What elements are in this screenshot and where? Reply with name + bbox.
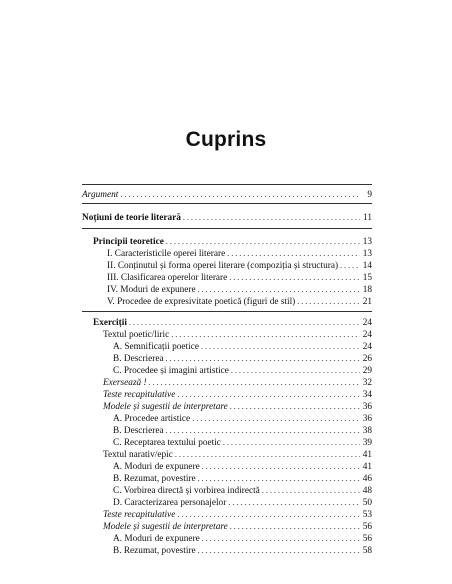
toc-entry-label: IV. Moduri de expunere xyxy=(107,285,196,295)
toc-entry-label: Teste recapitulative xyxy=(103,510,176,520)
toc-entry-page: 41 xyxy=(362,450,372,460)
toc-entry-page: 21 xyxy=(362,297,372,307)
toc-entry-label: Noțiuni de teorie literară xyxy=(82,213,181,223)
toc-entry[interactable] xyxy=(103,521,372,533)
leader-dots xyxy=(297,296,360,307)
toc-entry[interactable] xyxy=(113,533,372,545)
toc-entry-page: 14 xyxy=(362,261,372,271)
toc-entry-label: Textul poetic/liric xyxy=(103,330,170,340)
leader-dots xyxy=(177,509,360,520)
leader-dots xyxy=(177,389,360,400)
leader-dots xyxy=(129,317,360,328)
toc-entry-page: 13 xyxy=(362,249,372,259)
leader-dots xyxy=(166,425,360,436)
leader-dots xyxy=(198,545,360,556)
toc-entry-label: Modele și sugestii de interpretare xyxy=(103,402,228,412)
toc-entry-label: B. Descrierea xyxy=(113,354,164,364)
toc-entry-argument[interactable] xyxy=(82,189,372,201)
toc-entry-page: 15 xyxy=(362,273,372,283)
toc-entry-label: B. Rezumat, povestire xyxy=(113,546,196,556)
toc-entry-page: 29 xyxy=(362,366,372,376)
toc-entry[interactable] xyxy=(113,485,372,497)
toc-entry-exercitii[interactable] xyxy=(93,317,372,329)
leader-dots xyxy=(201,341,360,352)
toc-entry-page: 41 xyxy=(362,462,372,472)
toc-entry-page: 53 xyxy=(362,510,372,520)
toc-entry-label: C. Procedee și imagini artistice xyxy=(113,366,229,376)
toc-entry-page: 18 xyxy=(362,285,372,295)
toc-entry[interactable] xyxy=(107,284,372,296)
leader-dots xyxy=(227,248,360,259)
leader-dots xyxy=(223,437,360,448)
toc-entry-page: 36 xyxy=(362,402,372,412)
toc-entry-page: 24 xyxy=(362,318,372,328)
toc-entry-page: 34 xyxy=(362,390,372,400)
toc-entry-label: Textul narativ/epic xyxy=(103,450,173,460)
toc-entry-page: 46 xyxy=(362,474,372,484)
leader-dots xyxy=(340,260,360,271)
toc-entry-label: III. Clasificarea operelor literare xyxy=(107,273,228,283)
leader-dots xyxy=(231,365,360,376)
toc-entry[interactable] xyxy=(113,425,372,437)
toc-entry-label: C. Vorbirea directă și vorbirea indirectă xyxy=(113,486,260,496)
toc-entry[interactable] xyxy=(103,401,372,413)
leader-dots xyxy=(229,272,360,283)
toc-entry-page: 24 xyxy=(362,342,372,352)
toc-entry[interactable] xyxy=(107,248,372,260)
toc-entry-page: 58 xyxy=(362,546,372,556)
leader-dots xyxy=(183,212,360,223)
toc-entry-label: Teste recapitulative xyxy=(103,390,176,400)
leader-dots xyxy=(228,497,360,508)
toc-entry-label: Exerciții xyxy=(93,318,127,328)
toc-entry-page: 32 xyxy=(362,378,372,388)
toc-entry[interactable] xyxy=(107,260,372,272)
toc-entry-label: C. Receptarea textului poetic xyxy=(113,438,221,448)
toc-entry-textul-narativ[interactable] xyxy=(103,449,372,461)
toc-entry-page: 36 xyxy=(362,414,372,424)
toc-entry-label: D. Caracterizarea personajelor xyxy=(113,498,227,508)
toc-entry[interactable] xyxy=(113,437,372,449)
toc-entry-page: 9 xyxy=(367,190,372,200)
toc-entry-label: A. Moduri de expunere xyxy=(113,462,200,472)
leader-dots xyxy=(175,449,360,460)
divider xyxy=(82,311,372,312)
leader-dots xyxy=(230,521,360,532)
toc-entry[interactable] xyxy=(103,377,372,389)
toc-entry-label: I. Caracteristicile operei literare xyxy=(107,249,226,259)
toc-entry-label: Exersează ! xyxy=(103,378,147,388)
toc-entry-label: Modele și sugestii de interpretare xyxy=(103,522,228,532)
leader-dots xyxy=(120,189,360,200)
toc-entry-notiuni[interactable] xyxy=(82,212,372,224)
leader-dots xyxy=(149,377,360,388)
leader-dots xyxy=(171,329,360,340)
toc-entry-page: 48 xyxy=(362,486,372,496)
leader-dots xyxy=(202,461,360,472)
toc-entry-page: 56 xyxy=(362,534,372,544)
toc-entry[interactable] xyxy=(113,473,372,485)
toc-entry[interactable] xyxy=(113,545,372,557)
toc-entry[interactable] xyxy=(103,389,372,401)
toc-entry[interactable] xyxy=(113,341,372,353)
toc-entry-page: 24 xyxy=(362,330,372,340)
toc-entry-page: 39 xyxy=(362,438,372,448)
toc-entry-page: 56 xyxy=(362,522,372,532)
toc-entry-label: A. Moduri de expunere xyxy=(113,534,200,544)
toc-entry-label: B. Rezumat, povestire xyxy=(113,474,196,484)
toc-entry-label: Principii teoretice xyxy=(93,237,164,247)
toc-entry[interactable] xyxy=(113,353,372,365)
toc-entry-label: A. Semnificații poetice xyxy=(113,342,199,352)
toc-entry[interactable] xyxy=(113,413,372,425)
toc-entry-page: 13 xyxy=(362,237,372,247)
leader-dots xyxy=(230,401,360,412)
leader-dots xyxy=(192,413,360,424)
toc-entry-label: II. Conținutul și forma operei literare (compoziția și structura) xyxy=(107,261,339,271)
leader-dots xyxy=(166,236,360,247)
toc-entry-page: 38 xyxy=(362,426,372,436)
divider xyxy=(82,184,372,185)
toc-entry[interactable] xyxy=(103,509,372,521)
page-title: Cuprins xyxy=(185,128,267,151)
toc-entry-page: 11 xyxy=(363,213,372,223)
toc-entry-page: 50 xyxy=(362,498,372,508)
divider xyxy=(82,203,372,204)
leader-dots xyxy=(198,284,360,295)
toc-entry-label: V. Procedee de expresivitate poetică (figuri de stil) xyxy=(107,297,296,307)
toc-entry[interactable] xyxy=(107,272,372,284)
toc-entry[interactable] xyxy=(113,461,372,473)
toc-entry-label: B. Descrierea xyxy=(113,426,164,436)
leader-dots xyxy=(198,473,360,484)
toc-entry[interactable] xyxy=(113,365,372,377)
toc-entry-principii[interactable] xyxy=(93,236,372,248)
divider xyxy=(82,228,372,229)
toc-entry-page: 26 xyxy=(362,354,372,364)
toc-entry[interactable] xyxy=(107,296,372,308)
toc-entry-label: Argument xyxy=(82,190,119,200)
toc-entry[interactable] xyxy=(113,497,372,509)
leader-dots xyxy=(262,485,360,496)
leader-dots xyxy=(202,533,360,544)
toc-entry-textul-poetic[interactable] xyxy=(103,329,372,341)
toc-entry-label: A. Procedee artistice xyxy=(113,414,191,424)
leader-dots xyxy=(166,353,360,364)
